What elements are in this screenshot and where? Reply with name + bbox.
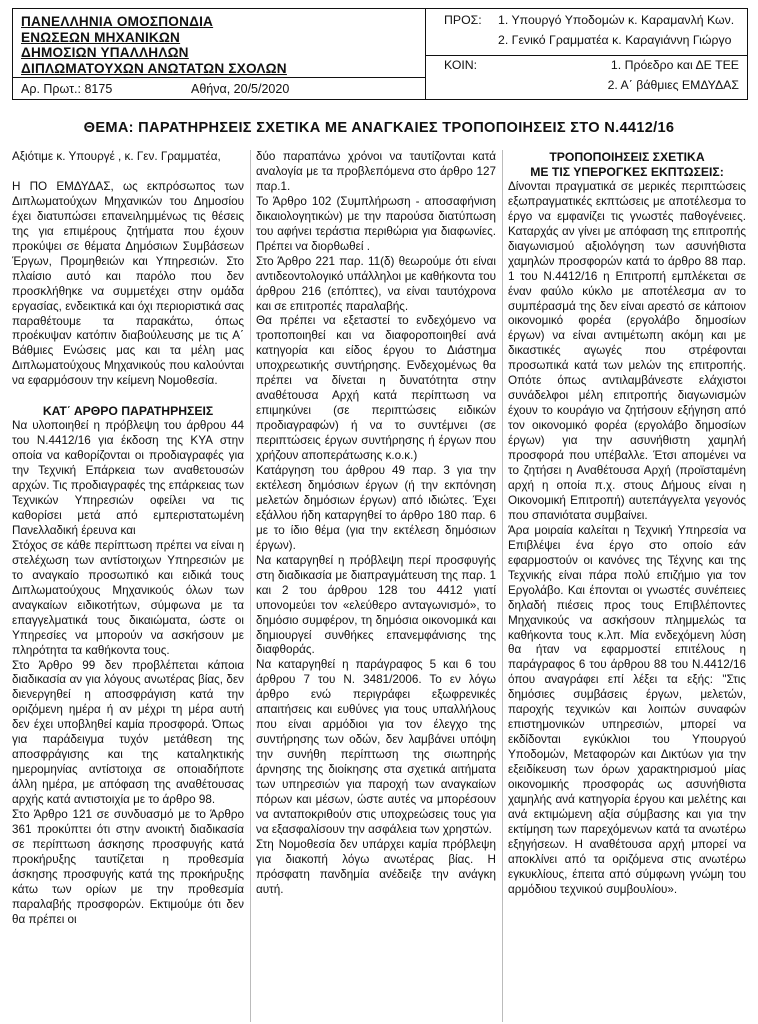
- section-heading: ΤΡΟΠΟΠΟΙΗΣΕΙΣ ΣΧΕΤΙΚΑ: [549, 150, 705, 164]
- recipient-1: 1. Υπουργό Υποδομών κ. Καραμανλή Κων.: [498, 13, 735, 27]
- paragraph: Να υλοποιηθεί η πρόβλεψη του άρθρου 44 του Ν.4412/16 για έκδοση της ΚΥΑ στην οποία να καθορίζονται οι προδιαγραφές για την Τεχνική Επάρκεια των αναθετουσών αρχών. Τις προδιαγραφές της επάρκειας των Τεχνικών Υπηρεσιών οφείλει να τις καθορίσει μετά από εμπεριστατωμένη Πανελλαδική έρευνα και: [12, 419, 244, 537]
- greeting: Αξιότιμε κ. Υπουργέ , κ. Γεν. Γραμματέα,: [12, 150, 221, 163]
- organization-name: [21, 14, 421, 76]
- paragraph: δύο παραπάνω χρόνοι να ταυτίζονται κατά αναλογία με τα προβλεπόμενα στο άρθρο 127 παρ.1.: [256, 150, 496, 193]
- column-1: [12, 150, 244, 928]
- column-2: [256, 150, 496, 898]
- org-line-2: ΕΝΩΣΕΩΝ ΜΗΧΑΝΙΚΩΝ: [21, 29, 181, 45]
- org-line-4: ΔΙΠΛΩΜΑΤΟΥΧΩΝ ΑΝΩΤΑΤΩΝ ΣΧΟΛΩΝ: [21, 60, 287, 76]
- reference-row: [13, 77, 425, 100]
- letter-subject: ΘΕΜΑ: ΠΑΡΑΤΗΡΗΣΕΙΣ ΣΧΕΤΙΚΑ ΜΕ ΑΝΑΓΚΑΙΕΣ ΤΡΟΠΟΠΟΙΗΣΕΙΣ ΣΤΟ Ν.4412/16: [83, 120, 675, 136]
- paragraph: Το Άρθρο 102 (Συμπλήρωση - αποσαφήνιση δικαιολογητικών) με την παρούσα διατύπωση του αφήνει τεράστια περιθώρια για διαφωνίες. Πρέπει να διορθωθεί .: [256, 194, 496, 253]
- cc-divider: [426, 55, 747, 57]
- sender-block: [13, 9, 426, 99]
- to-label: ΠΡΟΣ:: [444, 13, 482, 27]
- paragraph: Να καταργηθεί η πρόβλεψη περί προσφυγής στη διαδικασία με διαπραγμάτευση της παρ. 1 και 2 του άρθρου 128 του 4412 γιατί υπονομεύει τον «ελεύθερο ανταγωνισμό», το δημόσιο συμφέρον, τη δημόσια οικονομικά και δημιουργεί συνθήκες επανεμφάνισης της διαφθοράς.: [256, 553, 496, 657]
- org-line-1: ΠΑΝΕΛΛΗΝΙΑ ΟΜΟΣΠΟΝΔΙΑ: [21, 14, 214, 29]
- letter-date: Αθήνα, 20/5/2020: [191, 82, 290, 96]
- paragraph: Στο Άρθρο 121 σε συνδυασμό με το Άρθρο 361 προκύπτει ότι στην ανοικτή διαδικασία σε περίπτωση άσκησης προσφυγής κατά προκήρυξης ταυτίζεται η προθεσμία άσκησης προσφυγής κατά της προκήρυξης κάτω των ορίων με την προθεσμία παραλαβής προσφορών. Εκτιμούμε ότι δεν θα πρέπει οι: [12, 808, 244, 926]
- paragraph: Η ΠΟ ΕΜΔΥΔΑΣ, ως εκπρόσωπος των Διπλωματούχων Μηχανικών του Δημοσίου έχει διατυπώσει επανειλημμένως τις θέσεις της για επιμέρους ζητήματα που έχουν προκύψει σε θέματα Δημόσιων Συμβάσεων Έργων, Προμηθειών και Υπηρεσιών. Στο πλαίσιο αυτό και παρόλο που δεν προσκλήθηκε να συμμετέχει στην ομάδα εργασίας, ενδεικτικά και όχι περιοριστικά σας παραθέτουμε τα παρακάτω, όπως προέκυψαν κατόπιν διαβούλευσης με τις Α΄ Βάθμιες Ενώσεις μας και τα μέλη μας Διπλωματούχους Μηχανικούς που καλούνται να εφαρμόσουν την κείμενη Νομοθεσία.: [12, 179, 244, 388]
- letter-header: [12, 8, 748, 100]
- column-divider-1: [250, 150, 251, 1022]
- org-line-3: ΔΗΜΟΣΙΩΝ ΥΠΑΛΛΗΛΩΝ: [21, 45, 189, 60]
- recipients-block: [426, 9, 747, 99]
- paragraph: Να καταργηθεί η παράγραφος 5 και 6 του άρθρου 7 του Ν. 3481/2006. Το εν λόγω άρθρο ενώ περιγράφει εξωφρενικές απαιτήσεις και ευθύνες για τους υπαλλήλους που είναι αρμόδιοι για τον έλεγχο της συντήρησης των οδών, δεν λαμβάνει υπόψη την συνήθη περίπτωση της σιωπηρής άρνησης της διοίκησης στα σχετικά αιτήματα των υπηρεσιών για παροχή των αναγκαίων πόρων και μέσων, ώστε αυτές να μπορέσουν να ανταποκριθούν στις υποχρεώσεις τους για να εξασφαλίσουν την ασφάλεια των χρηστών.: [256, 658, 496, 836]
- paragraph: Στόχος σε κάθε περίπτωση πρέπει να είναι η στελέχωση των αντίστοιχων Υπηρεσιών με το αναγκαίο προσωπικό και ειδικά τους Διπλωματούχους Μηχανικούς όλων των αναγκαίων ειδικοτήτων, σύμφωνα με τα επαγγελματικά τους δικαιώματα, ώστε οι Υπηρεσίες να μπορούν να ασκήσουν με πληρότητα τα καθήκοντα τους.: [12, 538, 244, 657]
- cc-recipient-2: 2. Α΄ βάθμιες ΕΜΔΥΔΑΣ: [607, 78, 739, 92]
- section-heading-line-2: ΜΕ ΤΙΣ ΥΠΕΡΟΓΚΕΣ ΕΚΠΤΩΣΕΙΣ:: [530, 164, 724, 179]
- paragraph: Δίνονται πραγματικά σε μερικές περιπτώσεις εξωπραγματικές εκπτώσεις με αποτέλεσμα το έργο να εμφανίζει τις γνωστές παθογένειες. Καταρχάς αν γίνει με απόφαση της επιτροπής διαγωνισμού αξιολόγηση των ασυνήθιστα χαμηλών προσφορών κατά το άρθρο 88 παρ. 1 του Ν.4412/16 η Επιτροπή εμπλέκεται σε έναν φαύλο κύκλο με αποτέλεσμα αν το συμπέρασμά της δεν είναι αρεστό σε κάποιον οικονομικό φορέα (εργολάβο δημοσίων έργων) να είναι αντιμέτωπη ακόμη και με δικαστικές αγωγές που στρέφονται προσωπικά κατά των μελών της επιτροπής. Οπότε όπως αντιλαμβάνεστε ελάχιστοι συνάδελφοι μέλη επιτροπής διαγωνισμών έχουν το κουράγιο να ζητήσουν εξήγηση από τον οικονομικό φορέα (εργολάβο δημοσίων έργων) για την ασυνήθιστη χαμηλή προσφορά που υπέβαλλε. Έτσι απομένει να το ζητήσει η Αναθέτουσα Αρχή (προϊσταμένη αρχή η οποία π.χ. στους Δήμους είναι η Οικονομική Επιτροπή) αυτεπάγγελτα γεγονός που σπανιότατα συμβαίνει.: [508, 179, 746, 522]
- paragraph: Στη Νομοθεσία δεν υπάρχει καμία πρόβλεψη για διακοπή λόγω ανωτέρας βίας. Η πρόσφατη πανδημία ανέδειξε την ανάγκη αυτή.: [256, 837, 496, 896]
- recipient-2: 2. Γενικό Γραμματέα κ. Καραγιάννη Γιώργο: [498, 33, 732, 47]
- column-3: [508, 150, 746, 898]
- cc-recipient-1: 1. Πρόεδρο και ΔΕ ΤΕΕ: [610, 58, 739, 72]
- cc-label: ΚΟΙΝ:: [444, 58, 478, 72]
- paragraph: Στο Άρθρο 221 παρ. 11(δ) θεωρούμε ότι είναι αντιδεοντολογικό υπάλληλοι με καθήκοντα του άρθρου 216 (επόπτες), να είναι ταυτόχρονα και σε επιτροπές παραλαβής.: [256, 254, 496, 313]
- paragraph: Στο Άρθρο 99 δεν προβλέπεται κάποια διαδικασία αν για λόγους ανωτέρας βίας, δεν διενεργηθεί η αποσφράγιση κατά την οριζόμενη ημέρα ή αν μέχρι τη μέρα αυτή δεν έχει υποβληθεί καμία προσφορά. Όπως για παράδειγμα τυχόν μετάθεση της αποσφράγισης και της καταληκτικής ημερομηνίας αντίστοιχα σε οποιαδήποτε άλλη ημέρα, με απόφαση της αναθέτουσας αρχής κατά αντιστοιχία με το άρθρο 98.: [12, 658, 244, 807]
- paragraph: Άρα μοιραία καλείται η Τεχνική Υπηρεσία να Επιβλέψει ένα έργο στο οποίο εάν εφαρμοστούν οι κανόνες της Τέχνης και της Τεχνικής είναι πάρα πολύ επιζήμιο για τον Εργολάβο. Και έπονται οι γνωστές συνέπειες δηλαδή πιέσεις προς τους Επιβλέποντες Μηχανικούς να ασκήσουν πλημμελώς τα καθήκοντα τους κ.λπ. Μία ενδεχόμενη λύση θα ήταν να εφαρμοστεί επιτέλους η παράγραφος 6 του άρθρου 88 του Ν.4412/16 όπου αναγράφει επί λέξει τα εξής: "Στις δημόσιες συμβάσεις έργων, μελετών, παροχής τεχνικών και λοιπών συναφών επιστημονικών υπηρεσιών, μπορεί να εκδίδονται εγκύκλιοι του Υπουργού Υποδομών, Μεταφορών και Δικτύων για την εξειδίκευση των όρων χαρακτηρισμού μίας οικονομικής προσφοράς ως ασυνήθιστα χαμηλής ανά κατηγορία έργου και μελέτης και ανά εκτιμώμενη αξία σύμβασης και για την εκτίμηση των παρεχόμενων κατά τα ανωτέρω εξηγήσεων. Η αναθέτουσα αρχή μπορεί να αποκλίνει από τα οριζόμενα στις ανωτέρω εγκυκλίους, έπειτα από σύμφωνη γνώμη του αρμόδιου τεχνικού συμβουλίου».: [508, 523, 746, 896]
- column-divider-2: [502, 150, 503, 1022]
- paragraph: Θα πρέπει να εξεταστεί το ενδεχόμενο να τροποποιηθεί και να διαφοροποιηθεί ανά κατηγορία και είδος έργου το Διάστημα υποχρεωτικής συντήρησης. Ενδεχομένως θα πρέπει να δίνεται η δυνατότητα στην αναθέτουσα Αρχή κατά περίπτωση να επιμηκύνει (σε περιπτώσεις ειδικών προδιαγραφών) ή να το συντέμνει (σε περιπτώσεις έργων συντήρησης ή έργων που χρήζουν αποπεράτωσης κ.ο.κ.): [256, 314, 496, 463]
- paragraph: Κατάργηση του άρθρου 49 παρ. 3 για την εκτέλεση δημόσιων έργων (ή την εκπόνηση μελετών δημόσιων έργων) από ιδιώτες. Έχει εξάλλου ήδη καταργηθεί το άρθρο 180 παρ. 6 με το ίδιο θέμα (για την εκτέλεση δημόσιων έργων).: [256, 464, 496, 552]
- protocol-number: Αρ. Πρωτ.: 8175: [21, 82, 113, 96]
- section-heading: ΚΑΤ΄ ΑΡΘΡΟ ΠΑΡΑΤΗΡΗΣΕΙΣ: [42, 404, 214, 419]
